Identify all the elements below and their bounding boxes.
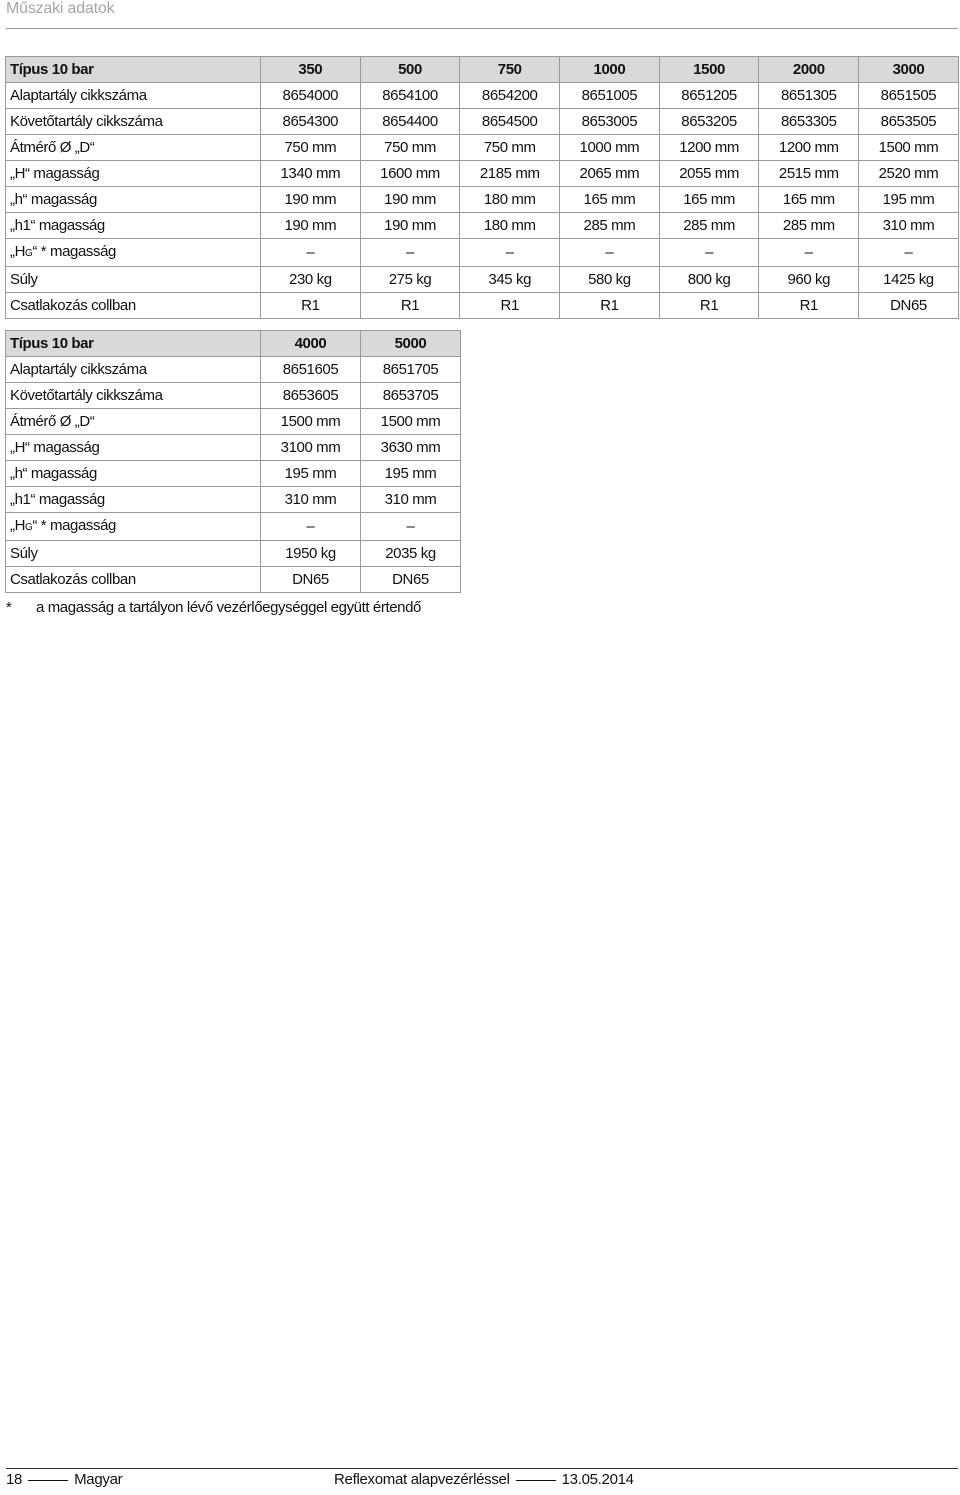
table-cell: 1340 mm bbox=[261, 161, 361, 187]
table-cell: 8653205 bbox=[659, 109, 759, 135]
table-cell: 2185 mm bbox=[460, 161, 560, 187]
table-cell: 1000 mm bbox=[560, 135, 660, 161]
row-label: Alaptartály cikkszáma bbox=[6, 357, 261, 383]
table-cell: 230 kg bbox=[261, 267, 361, 293]
table-cell: 345 kg bbox=[460, 267, 560, 293]
table-cell: R1 bbox=[759, 293, 859, 319]
table-cell: – bbox=[261, 239, 361, 267]
footer-doc-title: Reflexomat alapvezérléssel bbox=[334, 1471, 510, 1488]
table-cell: 195 mm bbox=[361, 461, 461, 487]
table-cell: 8653605 bbox=[261, 383, 361, 409]
footer-left bbox=[6, 1471, 122, 1488]
table-cell: 960 kg bbox=[759, 267, 859, 293]
table-cell: 8653505 bbox=[859, 109, 959, 135]
footer-dash bbox=[516, 1480, 556, 1481]
spec-table-2 bbox=[5, 330, 461, 593]
spec-table-1 bbox=[5, 56, 959, 319]
table-cell: – bbox=[859, 239, 959, 267]
header-cell: 500 bbox=[360, 57, 460, 83]
row-label: Átmérő Ø „D“ bbox=[6, 135, 261, 161]
title-divider bbox=[6, 28, 958, 29]
table-row bbox=[6, 513, 461, 541]
table-row bbox=[6, 357, 461, 383]
table-cell: 310 mm bbox=[261, 487, 361, 513]
table-cell: 2035 kg bbox=[361, 541, 461, 567]
row-label: „HG“ * magasság bbox=[6, 513, 261, 541]
footnote-mark: * bbox=[6, 599, 12, 616]
table-cell: 165 mm bbox=[759, 187, 859, 213]
table-cell: 2515 mm bbox=[759, 161, 859, 187]
row-label: „h1“ magasság bbox=[6, 487, 261, 513]
table-cell: 1200 mm bbox=[659, 135, 759, 161]
header-cell: 350 bbox=[261, 57, 361, 83]
row-label: Alaptartály cikkszáma bbox=[6, 83, 261, 109]
table-cell: 1500 mm bbox=[261, 409, 361, 435]
table-cell: 165 mm bbox=[560, 187, 660, 213]
footnote-text: a magasság a tartályon lévő vezérlőegységgel együtt értendő bbox=[36, 599, 421, 616]
table-row bbox=[6, 135, 959, 161]
table-row bbox=[6, 161, 959, 187]
table-row bbox=[6, 487, 461, 513]
subscript-g: G bbox=[25, 248, 33, 259]
table-cell: 2520 mm bbox=[859, 161, 959, 187]
table-row bbox=[6, 213, 959, 239]
table-cell: 285 mm bbox=[659, 213, 759, 239]
row-label: Átmérő Ø „D“ bbox=[6, 409, 261, 435]
table-cell: 2055 mm bbox=[659, 161, 759, 187]
table-row bbox=[6, 293, 959, 319]
table-row bbox=[6, 109, 959, 135]
row-label: Követőtartály cikkszáma bbox=[6, 109, 261, 135]
footer-language: Magyar bbox=[74, 1471, 123, 1488]
row-label: Csatlakozás collban bbox=[6, 567, 261, 593]
table-row bbox=[6, 187, 959, 213]
header-cell: Típus 10 bar bbox=[6, 331, 261, 357]
table-cell: – bbox=[759, 239, 859, 267]
row-label: Követőtartály cikkszáma bbox=[6, 383, 261, 409]
table-row bbox=[6, 267, 959, 293]
table-cell: 1425 kg bbox=[859, 267, 959, 293]
table-cell: 190 mm bbox=[360, 213, 460, 239]
table-cell: 195 mm bbox=[261, 461, 361, 487]
table-cell: 8651205 bbox=[659, 83, 759, 109]
table-row bbox=[6, 239, 959, 267]
footer-date: 13.05.2014 bbox=[561, 1471, 634, 1488]
row-label: Csatlakozás collban bbox=[6, 293, 261, 319]
table-row bbox=[6, 461, 461, 487]
table-cell: 8651705 bbox=[361, 357, 461, 383]
row-label: „h“ magasság bbox=[6, 187, 261, 213]
table-cell: 3100 mm bbox=[261, 435, 361, 461]
table-row bbox=[6, 409, 461, 435]
subscript-g: G bbox=[25, 522, 33, 533]
footer-dash bbox=[28, 1480, 68, 1481]
table-cell: 8653005 bbox=[560, 109, 660, 135]
table-cell: R1 bbox=[659, 293, 759, 319]
table-cell: 190 mm bbox=[261, 187, 361, 213]
table-cell: 165 mm bbox=[659, 187, 759, 213]
page-number: 18 bbox=[6, 1471, 23, 1488]
table-cell: 8654400 bbox=[360, 109, 460, 135]
table-cell: DN65 bbox=[361, 567, 461, 593]
table-cell: – bbox=[361, 513, 461, 541]
table-row bbox=[6, 541, 461, 567]
header-cell: 750 bbox=[460, 57, 560, 83]
table-row bbox=[6, 567, 461, 593]
table-cell: 750 mm bbox=[360, 135, 460, 161]
header-cell: 5000 bbox=[361, 331, 461, 357]
table-cell: 190 mm bbox=[261, 213, 361, 239]
header-cell: 3000 bbox=[859, 57, 959, 83]
table-cell: 8651505 bbox=[859, 83, 959, 109]
row-label: „H“ magasság bbox=[6, 161, 261, 187]
header-cell: 1500 bbox=[659, 57, 759, 83]
table-cell: 310 mm bbox=[859, 213, 959, 239]
table-header-row bbox=[6, 331, 461, 357]
table-cell: 1950 kg bbox=[261, 541, 361, 567]
footer-right bbox=[334, 1471, 634, 1488]
row-label: „HG“ * magasság bbox=[6, 239, 261, 267]
row-label: Súly bbox=[6, 541, 261, 567]
table-cell: 580 kg bbox=[560, 267, 660, 293]
row-label: „H“ magasság bbox=[6, 435, 261, 461]
table-cell: 8653305 bbox=[759, 109, 859, 135]
table-cell: R1 bbox=[261, 293, 361, 319]
table-cell: 1500 mm bbox=[361, 409, 461, 435]
section-title: Műszaki adatok bbox=[6, 0, 115, 17]
table-cell: 1500 mm bbox=[859, 135, 959, 161]
header-cell: 4000 bbox=[261, 331, 361, 357]
table-cell: R1 bbox=[360, 293, 460, 319]
row-label: Súly bbox=[6, 267, 261, 293]
table-row bbox=[6, 383, 461, 409]
table-cell: 180 mm bbox=[460, 187, 560, 213]
table-cell: – bbox=[360, 239, 460, 267]
header-cell: Típus 10 bar bbox=[6, 57, 261, 83]
footnote bbox=[6, 599, 421, 616]
footer-divider bbox=[6, 1468, 958, 1469]
table-cell: 750 mm bbox=[261, 135, 361, 161]
table-cell: 3630 mm bbox=[361, 435, 461, 461]
table-cell: – bbox=[659, 239, 759, 267]
table-cell: 8654300 bbox=[261, 109, 361, 135]
table-cell: DN65 bbox=[859, 293, 959, 319]
table-cell: – bbox=[261, 513, 361, 541]
header-cell: 1000 bbox=[560, 57, 660, 83]
table-cell: 310 mm bbox=[361, 487, 461, 513]
table-cell: 1600 mm bbox=[360, 161, 460, 187]
table-cell: 8654200 bbox=[460, 83, 560, 109]
table-cell: 285 mm bbox=[560, 213, 660, 239]
table-row bbox=[6, 435, 461, 461]
table-cell: 8651605 bbox=[261, 357, 361, 383]
table-row bbox=[6, 83, 959, 109]
table-cell: 195 mm bbox=[859, 187, 959, 213]
table-cell: 190 mm bbox=[360, 187, 460, 213]
table-cell: 1200 mm bbox=[759, 135, 859, 161]
table-cell: 8653705 bbox=[361, 383, 461, 409]
table-cell: 285 mm bbox=[759, 213, 859, 239]
header-cell: 2000 bbox=[759, 57, 859, 83]
table-cell: 8654500 bbox=[460, 109, 560, 135]
table-cell: 180 mm bbox=[460, 213, 560, 239]
row-label: „h“ magasság bbox=[6, 461, 261, 487]
row-label: „h1“ magasság bbox=[6, 213, 261, 239]
table-cell: 275 kg bbox=[360, 267, 460, 293]
table-cell: 8651005 bbox=[560, 83, 660, 109]
table-cell: – bbox=[460, 239, 560, 267]
table-cell: 2065 mm bbox=[560, 161, 660, 187]
table-cell: R1 bbox=[460, 293, 560, 319]
table-header-row bbox=[6, 57, 959, 83]
table-cell: 8651305 bbox=[759, 83, 859, 109]
table-cell: 750 mm bbox=[460, 135, 560, 161]
table-cell: 8654000 bbox=[261, 83, 361, 109]
table-cell: DN65 bbox=[261, 567, 361, 593]
table-cell: R1 bbox=[560, 293, 660, 319]
table-cell: – bbox=[560, 239, 660, 267]
table-cell: 8654100 bbox=[360, 83, 460, 109]
table-cell: 800 kg bbox=[659, 267, 759, 293]
